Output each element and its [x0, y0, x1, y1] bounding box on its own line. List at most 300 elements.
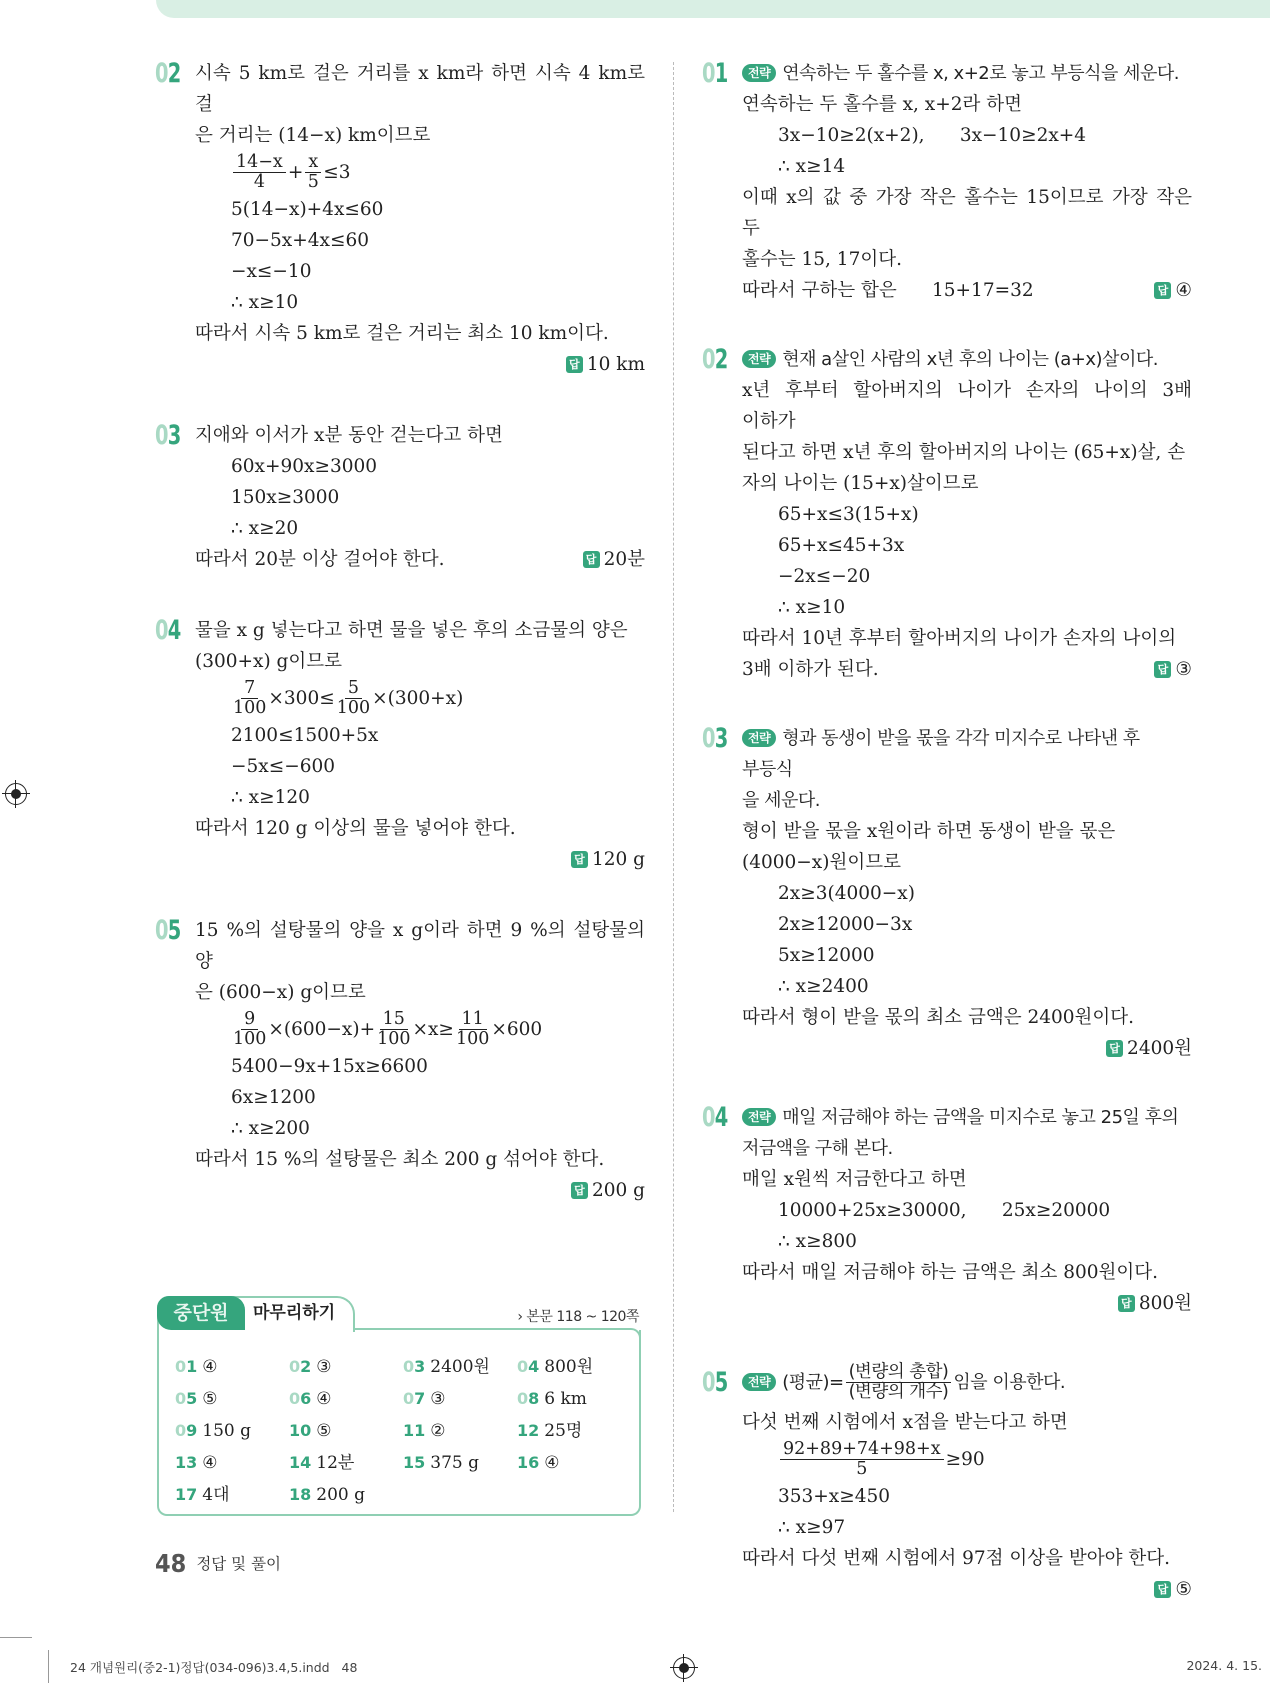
equation-line	[195, 513, 645, 544]
equation-text: (평균)=	[782, 1371, 844, 1393]
text-line	[742, 275, 1192, 306]
problem-number-digit: 4	[300, 1453, 312, 1472]
summary-frame-top	[351, 1328, 641, 1344]
equation-line	[742, 530, 1192, 561]
problem-number-digit: 0	[155, 420, 168, 451]
line-text: 2100≤1500+5x	[231, 725, 379, 746]
summary-item-answer: ⑤	[202, 1389, 218, 1409]
line-text: 70−5x+4x≤60	[231, 230, 369, 251]
equation-line	[742, 971, 1192, 1002]
column-divider	[673, 62, 674, 1512]
page-footer	[155, 1546, 645, 1580]
summary-item-answer: ③	[430, 1389, 446, 1409]
answer	[1106, 1038, 1192, 1059]
line-text: 연속하는 두 홀수를 x, x+2라 하면	[742, 94, 1023, 115]
problem-number-digit: 2	[167, 58, 181, 89]
line-text: 따라서 10년 후부터 할아버지의 나이가 손자의 나이의	[742, 628, 1177, 649]
crop-mark	[0, 1637, 32, 1638]
strategy-line	[742, 1102, 1192, 1133]
text-line	[742, 1133, 1192, 1164]
text-line	[742, 468, 1192, 499]
fraction-numerator: x	[305, 153, 321, 173]
problem-number-digit: 0	[403, 1389, 415, 1408]
equation-line	[742, 1226, 1192, 1257]
problem-solution	[155, 420, 645, 575]
summary-item-number	[289, 1357, 311, 1376]
equation-line	[195, 1051, 645, 1082]
fraction-numerator: (변량의 총합)	[846, 1363, 952, 1383]
text-line	[195, 544, 645, 575]
fraction-numerator: 5	[345, 679, 362, 699]
line-text: 형이 받을 몫을 x원이라 하면 동생이 받을 몫은	[742, 821, 1116, 842]
problem-number-digit: 6	[300, 1389, 312, 1408]
answer	[1154, 654, 1192, 685]
line-text: 5x≥12000	[778, 945, 875, 966]
line-text: 이때 x의 값 중 가장 작은 홀수는 15이므로 가장 작은 두	[742, 187, 1198, 239]
print-date: 2024. 4. 15.	[1186, 1658, 1262, 1673]
summary-answer-item	[175, 1383, 289, 1415]
fraction-numerator: 11	[459, 1010, 487, 1030]
answer	[1154, 275, 1192, 306]
summary-item-answer: 2400원	[430, 1357, 490, 1377]
registration-mark-icon	[5, 783, 27, 805]
line-text: 매일 x원씩 저금한다고 하면	[742, 1169, 967, 1190]
summary-box	[157, 1296, 641, 1516]
problem-number-digit: 4	[528, 1357, 540, 1376]
answer-value: ④	[1175, 280, 1192, 301]
answer-line	[742, 1574, 1192, 1605]
problem-number-digit: 5	[414, 1453, 426, 1472]
line-text: 따라서 구하는 합은 15+17=32	[742, 280, 1034, 301]
fraction-denominator: 100	[233, 698, 267, 718]
problem-number-digit: 2	[300, 1357, 312, 1376]
text-line	[742, 1543, 1192, 1574]
line-text: −2x≤−20	[778, 566, 871, 587]
fraction	[305, 153, 321, 192]
line-text: 따라서 매일 저금해야 하는 금액은 최소 800원이다.	[742, 1262, 1159, 1283]
strategy-badge: 전략	[742, 729, 776, 747]
text-line	[742, 1407, 1192, 1438]
fraction-numerator: 14−x	[233, 153, 286, 173]
problem-solution	[702, 1357, 1192, 1605]
problem-number-digit: 1	[517, 1453, 529, 1472]
summary-item-number	[175, 1453, 197, 1472]
answer-value: ③	[1175, 659, 1192, 680]
equation-line	[742, 1512, 1192, 1543]
page-section-label: 정답 및 풀이	[196, 1555, 282, 1573]
summary-item-number	[517, 1357, 539, 1376]
problem-number-digit: 1	[186, 1357, 198, 1376]
fraction-denominator: 100	[377, 1029, 411, 1049]
problem-solution	[702, 723, 1192, 1064]
problem-number	[702, 723, 727, 754]
fraction-denominator: 4	[253, 172, 265, 192]
problem-number-digit: 3	[186, 1453, 198, 1472]
equation-line	[195, 720, 645, 751]
line-text: (4000−x)원이므로	[742, 852, 901, 873]
problem-number-digit: 4	[714, 1102, 728, 1133]
summary-answer-item	[175, 1415, 289, 1447]
problem-number	[702, 1102, 727, 1133]
answer-line	[742, 1288, 1192, 1319]
fraction	[337, 679, 370, 718]
equation-line	[742, 1195, 1192, 1226]
line-text: 5(14−x)+4x≤60	[231, 199, 384, 220]
summary-item-number	[175, 1357, 197, 1376]
problem-number-digit: 8	[300, 1485, 312, 1504]
equation-line	[742, 120, 1192, 151]
line-text: 150x≥3000	[231, 487, 340, 508]
problem-number-digit: 7	[186, 1485, 198, 1504]
summary-item-answer: 6 km	[544, 1389, 587, 1409]
line-text: 은 거리는 (14−x) km이므로	[195, 125, 431, 146]
summary-item-number	[403, 1389, 425, 1408]
text-line	[195, 977, 645, 1008]
text-line	[742, 654, 1192, 685]
summary-item-answer: ④	[544, 1453, 560, 1473]
problem-number-digit: 1	[175, 1453, 187, 1472]
registration-mark-icon	[673, 1657, 695, 1679]
answer-line	[195, 844, 645, 875]
problem-number-digit: 0	[702, 723, 715, 754]
text-line	[195, 58, 651, 120]
problem-number-digit: 3	[714, 723, 728, 754]
line-text: 따라서 20분 이상 걸어야 한다.	[195, 549, 445, 570]
problem-number-digit: 1	[175, 1485, 187, 1504]
line-text: 65+x≤45+3x	[778, 535, 905, 556]
equation-text: +	[287, 162, 304, 183]
text-line	[742, 244, 1192, 275]
equation-text: ≥90	[945, 1449, 985, 1470]
problem-number-digit: 1	[517, 1421, 529, 1440]
summary-item-number	[289, 1453, 311, 1472]
line-text: 따라서 15 %의 설탕물은 최소 200 g 섞어야 한다.	[195, 1149, 605, 1170]
equation-line	[195, 782, 645, 813]
summary-reference	[517, 1306, 639, 1326]
problem-number-digit: 1	[403, 1453, 415, 1472]
fraction-denominator: 100	[336, 698, 371, 718]
text-line	[742, 437, 1192, 468]
line-text: ∴ x≥20	[231, 518, 299, 539]
line-text: 연속하는 두 홀수를 x, x+2로 놓고 부등식을 세운다.	[782, 63, 1180, 84]
line-text: ∴ x≥200	[231, 1118, 310, 1139]
problem-number-digit: 5	[167, 915, 181, 946]
line-text: ∴ x≥800	[778, 1231, 857, 1252]
equation-text: ×x≥	[412, 1019, 454, 1040]
text-line	[742, 375, 1198, 437]
answer-value: 20분	[603, 549, 645, 570]
top-color-bar	[156, 0, 1270, 18]
fraction	[233, 679, 266, 718]
problem-number-digit: 3	[414, 1357, 426, 1376]
line-text: 따라서 다섯 번째 시험에서 97점 이상을 받아야 한다.	[742, 1548, 1171, 1569]
problem-number-digit: 0	[300, 1421, 312, 1440]
summary-item-answer: ②	[430, 1421, 446, 1441]
summary-item-number	[517, 1421, 539, 1440]
text-line	[195, 915, 651, 977]
summary-answer-item	[289, 1479, 403, 1511]
summary-answer-item	[517, 1447, 631, 1479]
text-line	[195, 318, 645, 349]
line-text: ∴ x≥2400	[778, 976, 869, 997]
line-text: 10000+25x≥30000, 25x≥20000	[778, 1200, 1111, 1221]
text-line	[195, 420, 645, 451]
text-line	[195, 1144, 645, 1175]
answer-badge: 답	[1106, 1040, 1123, 1057]
problem-number-digit: 0	[175, 1357, 187, 1376]
fraction-denominator: (변량의 개수)	[848, 1381, 949, 1402]
text-line	[742, 623, 1192, 654]
summary-item-number	[175, 1389, 197, 1408]
line-text: ∴ x≥97	[778, 1517, 846, 1538]
problem-number-digit: 0	[702, 344, 715, 375]
problem-number	[155, 915, 180, 946]
equation-line	[195, 151, 645, 194]
summary-answer-item	[175, 1479, 289, 1511]
text-line	[195, 120, 645, 151]
line-text: 은 (600−x) g이므로	[195, 982, 366, 1003]
problem-solution	[702, 1102, 1192, 1319]
problem-solution	[702, 344, 1198, 685]
summary-item-answer: ④	[202, 1357, 218, 1377]
summary-title: 마무리하기	[253, 1303, 336, 1323]
fraction-denominator: 5	[856, 1459, 868, 1479]
problem-number-digit: 5	[186, 1389, 198, 1408]
line-text: (300+x) g이므로	[195, 651, 343, 672]
line-text: 매일 저금해야 하는 금액을 미지수로 놓고 25일 후의	[782, 1107, 1179, 1128]
equation-line	[195, 751, 645, 782]
equation-text: ×600	[491, 1019, 543, 1040]
fraction-denominator: 100	[233, 1029, 267, 1049]
summary-answer-item	[175, 1351, 289, 1383]
answer	[566, 354, 645, 375]
problem-number-digit: 1	[289, 1453, 301, 1472]
chevron-right-icon: ›	[517, 1309, 523, 1325]
answer-value: 800원	[1138, 1293, 1192, 1314]
strategy-badge: 전략	[742, 64, 776, 82]
text-line	[742, 1164, 1192, 1195]
equation-line	[195, 482, 645, 513]
answer-line	[195, 1175, 645, 1206]
summary-answer-item	[403, 1351, 517, 1383]
answer-badge: 답	[1118, 1295, 1135, 1312]
line-text: −5x≤−600	[231, 756, 336, 777]
fraction	[233, 1010, 266, 1049]
summary-item-answer: 12분	[316, 1453, 355, 1473]
summary-answer-item	[517, 1383, 631, 1415]
line-text: 따라서 형이 받을 몫의 최소 금액은 2400원이다.	[742, 1007, 1135, 1028]
problem-number-digit: 6	[528, 1453, 540, 1472]
problem-number-digit: 0	[155, 915, 168, 946]
fraction	[377, 1010, 410, 1049]
answer-badge: 답	[571, 1182, 588, 1199]
problem-number-digit: 5	[714, 1367, 728, 1398]
equation-line	[742, 909, 1192, 940]
summary-answer-item	[517, 1415, 631, 1447]
summary-answer-item	[403, 1383, 517, 1415]
problem-number-digit: 0	[517, 1357, 529, 1376]
summary-answer-grid	[175, 1351, 631, 1511]
problem-solution	[155, 58, 651, 380]
problem-number-digit: 0	[155, 58, 168, 89]
summary-item-number	[289, 1389, 311, 1408]
summary-tab: 중단원	[157, 1296, 245, 1330]
answer-value: 2400원	[1127, 1038, 1192, 1059]
strategy-badge: 전략	[742, 1373, 776, 1391]
summary-item-answer: ③	[316, 1357, 332, 1377]
fraction	[846, 1363, 952, 1402]
problem-number-digit: 1	[403, 1421, 415, 1440]
line-text: 자의 나이는 (15+x)살이므로	[742, 473, 979, 494]
answer-badge: 답	[583, 551, 600, 568]
summary-answer-item	[175, 1447, 289, 1479]
text-line	[742, 1002, 1192, 1033]
summary-item-number	[517, 1389, 539, 1408]
summary-item-answer: 25명	[544, 1421, 583, 1441]
problem-number	[155, 420, 180, 451]
problem-number-digit: 0	[175, 1421, 187, 1440]
text-line	[742, 182, 1198, 244]
line-text: 저금액을 구해 본다.	[742, 1138, 893, 1159]
line-text: 65+x≤3(15+x)	[778, 504, 919, 525]
problem-number-digit: 2	[714, 344, 728, 375]
summary-answer-item	[289, 1383, 403, 1415]
right-solutions	[702, 58, 1198, 1605]
problem-number-digit: 0	[517, 1389, 529, 1408]
summary-item-answer: 150 g	[202, 1421, 252, 1441]
answer-line	[195, 349, 645, 380]
summary-item-answer: ⑤	[316, 1421, 332, 1441]
line-text: 15 %의 설탕물의 양을 x g이라 하면 9 %의 설탕물의 양	[195, 920, 651, 972]
problem-number-digit: 7	[414, 1389, 426, 1408]
line-text: x년 후부터 할아버지의 나이가 손자의 나이의 3배 이하가	[742, 380, 1198, 432]
problem-solution	[155, 615, 645, 875]
equation-text: ×(300+x)	[372, 688, 464, 709]
equation-line	[195, 1082, 645, 1113]
problem-number-digit: 0	[155, 615, 168, 646]
summary-item-answer: ④	[202, 1453, 218, 1473]
problem-number-digit: 8	[528, 1389, 540, 1408]
answer-value: ⑤	[1175, 1579, 1192, 1600]
equation-line	[195, 256, 645, 287]
equation-line	[195, 225, 645, 256]
line-text: 물을 x g 넣는다고 하면 물을 넣은 후의 소금물의 양은	[195, 620, 628, 641]
equation-line	[195, 677, 645, 720]
problem-number-digit: 0	[702, 1102, 715, 1133]
problem-number-digit: 0	[403, 1357, 415, 1376]
problem-number	[702, 344, 727, 375]
summary-item-answer: 375 g	[430, 1453, 480, 1473]
line-text: 시속 5 km로 걸은 거리를 x km라 하면 시속 4 km로 걸	[195, 63, 651, 115]
answer-badge: 답	[1154, 1581, 1171, 1598]
strategy-line	[742, 58, 1192, 89]
fraction	[456, 1010, 489, 1049]
summary-item-number	[175, 1421, 197, 1440]
answer	[1154, 1579, 1192, 1600]
line-text: 3배 이하가 된다.	[742, 659, 879, 680]
right-column	[702, 58, 1198, 1605]
answer-line	[742, 1033, 1192, 1064]
page-number: 48	[155, 1548, 187, 1578]
answer	[1118, 1293, 1192, 1314]
answer-value: 10 km	[586, 354, 645, 375]
answer-value: 120 g	[591, 849, 645, 870]
line-text: 따라서 120 g 이상의 물을 넣어야 한다.	[195, 818, 516, 839]
line-text: 지애와 이서가 x분 동안 걷는다고 하면	[195, 425, 503, 446]
strategy-badge: 전략	[742, 350, 776, 368]
equation-text: ≤3	[323, 162, 351, 183]
equation-line	[195, 1113, 645, 1144]
text-line	[742, 785, 1192, 816]
equation-text: 임을 이용한다.	[953, 1371, 1066, 1393]
problem-number-digit: 1	[414, 1421, 426, 1440]
summary-answer-item	[403, 1447, 517, 1479]
fraction-numerator: 15	[380, 1010, 408, 1030]
answer-badge: 답	[1154, 282, 1171, 299]
line-text: −x≤−10	[231, 261, 312, 282]
line-text: 된다고 하면 x년 후의 할아버지의 나이는 (65+x)살, 손	[742, 442, 1186, 463]
line-text: 6x≥1200	[231, 1087, 316, 1108]
line-text: 2x≥3(4000−x)	[778, 883, 915, 904]
text-line	[742, 847, 1192, 878]
problem-number-digit: 2	[528, 1421, 540, 1440]
equation-line	[742, 499, 1192, 530]
problem-number	[155, 615, 180, 646]
fraction-denominator: 100	[455, 1029, 490, 1049]
summary-item-number	[403, 1421, 425, 1440]
problem-number	[155, 58, 180, 89]
strategy-line	[742, 723, 1192, 785]
equation-line	[742, 940, 1192, 971]
summary-item-number	[403, 1453, 425, 1472]
problem-number-digit: 4	[167, 615, 181, 646]
problem-number-digit: 0	[289, 1357, 301, 1376]
line-text: 현재 a살인 사람의 x년 후의 나이는 (a+x)살이다.	[782, 349, 1158, 370]
problem-number-digit: 0	[289, 1389, 301, 1408]
summary-ref-text: 본문 118 ~ 120쪽	[526, 1309, 639, 1325]
equation-line	[195, 451, 645, 482]
summary-item-number	[403, 1357, 425, 1376]
line-text: ∴ x≥10	[778, 597, 846, 618]
line-text: 따라서 시속 5 km로 걸은 거리는 최소 10 km이다.	[195, 323, 609, 344]
summary-answer-item	[289, 1415, 403, 1447]
equation-line	[195, 287, 645, 318]
left-column	[155, 58, 651, 1580]
left-solutions	[155, 58, 651, 1206]
summary-item-answer: 4대	[202, 1485, 230, 1505]
fraction-denominator: 5	[307, 172, 319, 192]
strategy-badge: 전략	[742, 1108, 776, 1126]
equation-line	[742, 592, 1192, 623]
summary-item-number	[517, 1453, 539, 1472]
summary-item-answer: ④	[316, 1389, 332, 1409]
print-file-name: 24 개념원리(중2-1)정답(034-096)3.4,5.indd 48	[70, 1660, 358, 1675]
line-text: 홀수는 15, 17이다.	[742, 249, 902, 270]
equation-line	[742, 878, 1192, 909]
line-text: 형과 동생이 받을 몫을 각각 미지수로 나타낸 후 부등식	[742, 728, 1145, 780]
equation-text: ×300≤	[268, 688, 335, 709]
problem-number-digit: 1	[289, 1421, 301, 1440]
problem-solution	[702, 58, 1198, 306]
fraction-numerator: 92+89+74+98+x	[780, 1440, 944, 1460]
line-text: 5400−9x+15x≥6600	[231, 1056, 428, 1077]
equation-line	[742, 561, 1192, 592]
problem-number-digit: 1	[289, 1485, 301, 1504]
line-text: 3x−10≥2(x+2), 3x−10≥2x+4	[778, 125, 1087, 146]
strategy-line	[742, 1357, 1192, 1407]
text-line	[742, 816, 1192, 847]
fraction-numerator: 7	[241, 679, 258, 699]
